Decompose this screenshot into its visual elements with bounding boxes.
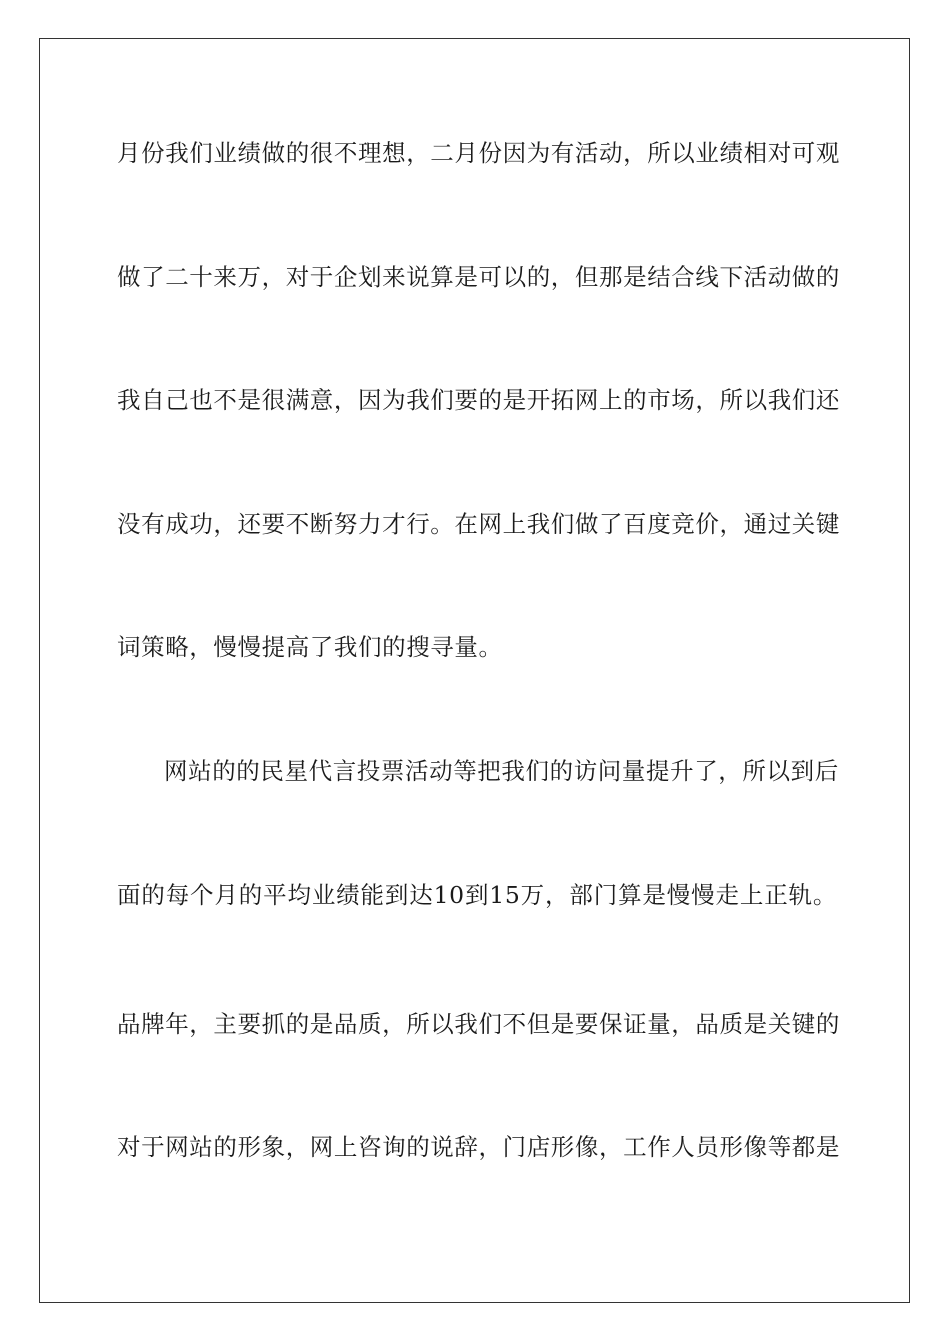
text-line-7: 面的每个月的平均业绩能到达10到15万，部门算是慢慢走上正轨。 <box>117 881 837 909</box>
text-line-4: 没有成功，还要不断努力才行。在网上我们做了百度竞价，通过关键 <box>117 510 840 538</box>
text-line-8: 品牌年，主要抓的是品质，所以我们不但是要保证量，品质是关键的 <box>117 1010 840 1038</box>
text-line-1: 月份我们业绩做的很不理想，二月份因为有活动，所以业绩相对可观 <box>117 139 840 167</box>
text-line-6: 网站的的民星代言投票活动等把我们的访问量提升了，所以到后 <box>164 757 839 785</box>
text-line-3: 我自己也不是很满意，因为我们要的是开拓网上的市场，所以我们还 <box>117 386 840 414</box>
text-line-9: 对于网站的形象，网上咨询的说辞，门店形像，工作人员形像等都是 <box>117 1133 840 1161</box>
text-line-2: 做了二十来万，对于企划来说算是可以的，但那是结合线下活动做的 <box>117 263 840 291</box>
page-border <box>39 38 910 1303</box>
text-line-5: 词策略，慢慢提高了我们的搜寻量。 <box>117 633 503 661</box>
